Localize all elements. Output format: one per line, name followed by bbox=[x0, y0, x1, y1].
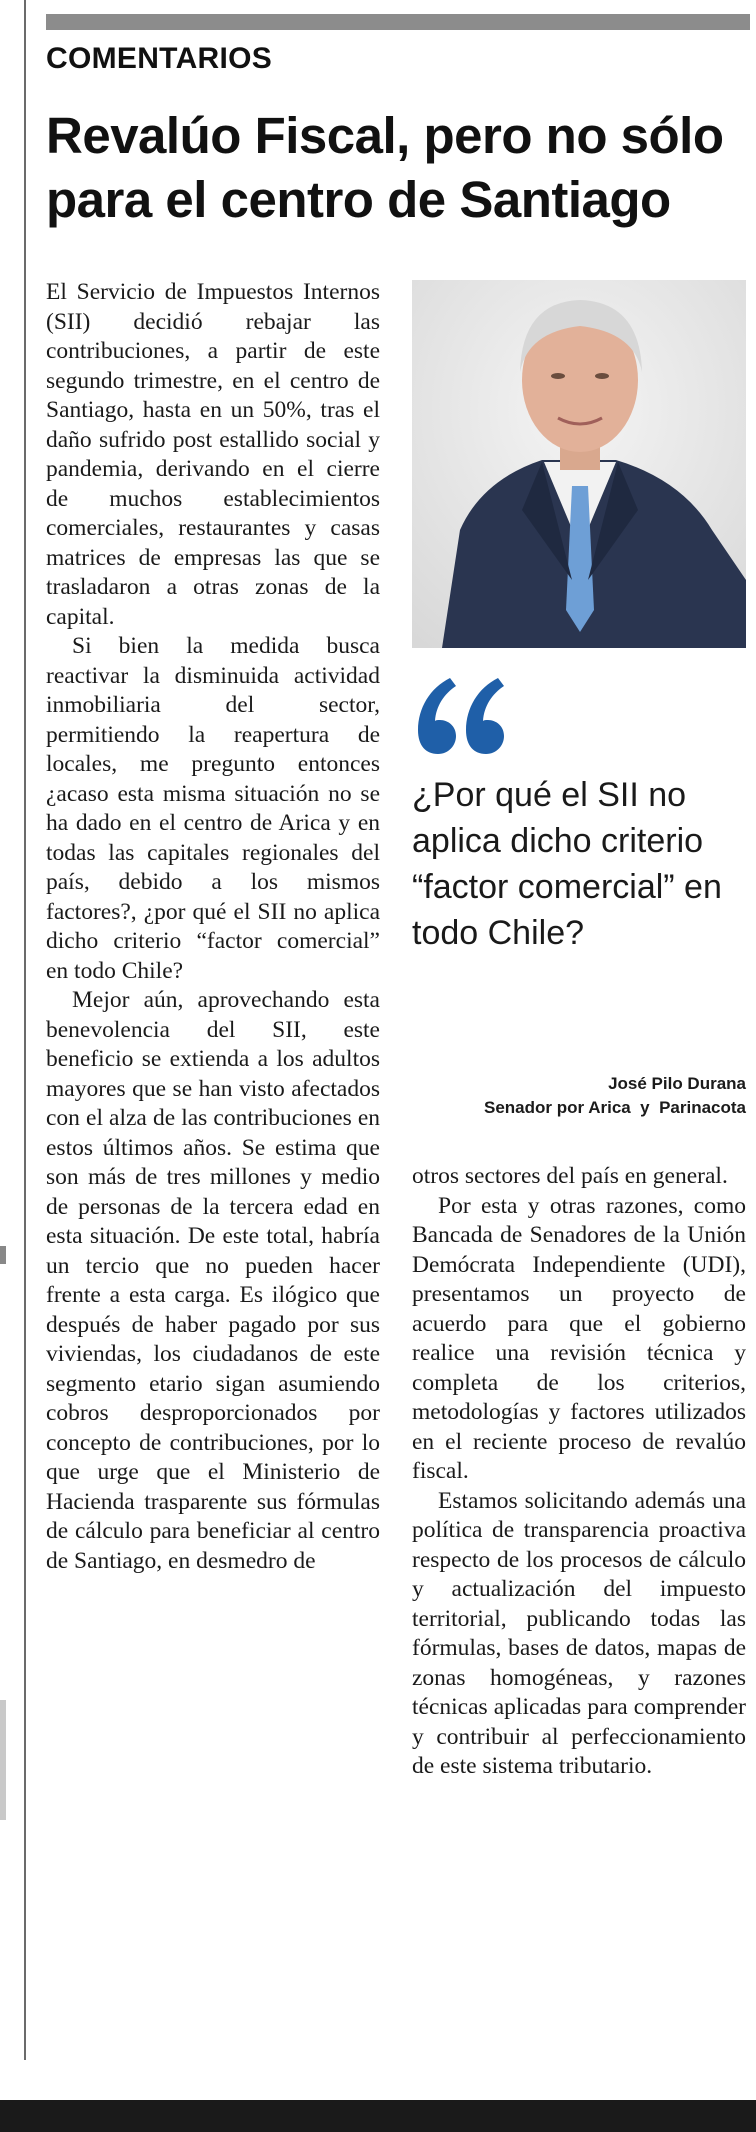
side-mark bbox=[0, 1700, 6, 1820]
section-label: COMENTARIOS bbox=[46, 42, 273, 75]
side-mark bbox=[0, 1246, 6, 1264]
paragraph: Estamos solicitando además una política de transparencia proactiva respecto de los procesos de cálculo y actualización del impuesto territorial, publicando todas las fórmulas, bases de datos, mapas de zonas homogéneas, y razones técnicas aplicadas para comprender y contribuir al perfeccionamiento de este sistema tributario. bbox=[412, 1487, 746, 1779]
top-rule bbox=[46, 14, 750, 30]
paragraph: El Servicio de Impuestos Internos (SII) decidió rebajar las contribuciones, a partir de este segundo trimestre, en el centro de Santiago, hasta en un 50%, tras el daño sufrido post estallido social y pandemia, derivando en el cierre de muchos establecimientos comerciales, restaurantes y casas matrices de empresas las que se trasladaron a otras zonas de la capital. bbox=[46, 279, 380, 630]
author-byline bbox=[400, 1072, 746, 1120]
paragraph: otros sectores del país en general. bbox=[412, 1163, 728, 1189]
author-name: José Pilo Durana bbox=[608, 1074, 746, 1093]
bottom-rule bbox=[0, 2100, 756, 2132]
headline: Revalúo Fiscal, pero no sólo para el centro de Santiago bbox=[46, 107, 724, 228]
article-column-right bbox=[412, 1162, 746, 1782]
article-column-left bbox=[46, 278, 380, 1576]
paragraph: Si bien la medida busca reactivar la disminuida actividad inmobiliaria del sector, permitiendo la reapertura de locales, me pregunto entonces ¿acaso esta misma situación no se ha dado en el centro de Arica y en todas las capitales regionales del país, debido a los mismos factores?, ¿por qué el SII no aplica dicho criterio “factor comercial” en todo Chile? bbox=[46, 633, 380, 984]
author-title: Senador por Arica y Parinacota bbox=[483, 1098, 746, 1117]
author-photo bbox=[412, 280, 746, 648]
paragraph: Por esta y otras razones, como Bancada de Senadores de la Unión Demócrata Independiente (UDI), presentamos un proyecto de acuerdo para que el gobierno realice una revisión técnica y completa de los criterios, metodologías y factores utilizados en el reciente proceso de revalúo fiscal. bbox=[412, 1192, 746, 1484]
paragraph: Mejor aún, aprovechando esta benevolencia del SII, este beneficio se extienda a los adultos mayores que se han visto afectados con el alza de las contribuciones en estos últimos años. Se estima que son más de tres millones y medio de personas de la tercera edad en esta situación. De este total, habría un tercio que no pueden hacer frente a esta carga. Es ilógico que después de haber pagado por sus viviendas, los ciudadanos de este segmento etario sigan asumiendo cobros desproporcionados por concepto de contribuciones, por lo que urge que el Ministerio de Hacienda trasparente sus fórmulas de cálculo para beneficiar al centro de Santiago, en desmedro de bbox=[46, 987, 380, 1574]
column-divider bbox=[24, 0, 26, 2060]
opening-quote-icon bbox=[410, 660, 510, 770]
pull-quote: ¿Por qué el SII no aplica dicho criterio “factor comercial” en todo Chile? bbox=[412, 776, 722, 952]
